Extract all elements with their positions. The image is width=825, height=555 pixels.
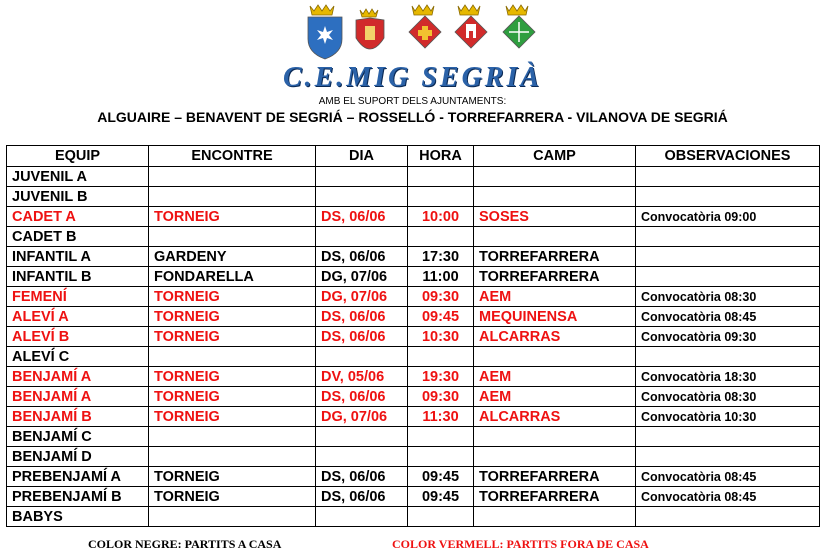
cell-dia: DG, 07/06	[316, 267, 408, 287]
table-row	[7, 307, 820, 327]
cell-hora	[408, 427, 474, 447]
table-row	[7, 327, 820, 347]
cell-dia	[316, 187, 408, 207]
cell-encontre: TORNEIG	[149, 287, 316, 307]
cell-equip: PREBENJAMÍ A	[7, 467, 149, 487]
cell-camp: AEM	[474, 287, 636, 307]
cell-obs: Convocatòria 10:30	[636, 407, 820, 427]
club-title: C.E.MIG SEGRIÀ	[282, 62, 543, 93]
cell-dia: DS, 06/06	[316, 387, 408, 407]
cell-dia	[316, 447, 408, 467]
cell-hora: 09:45	[408, 467, 474, 487]
cell-encontre: TORNEIG	[149, 487, 316, 507]
cell-camp: MEQUINENSA	[474, 307, 636, 327]
cell-hora	[408, 447, 474, 467]
cell-obs	[636, 247, 820, 267]
cell-equip: INFANTIL B	[7, 267, 149, 287]
cell-dia	[316, 227, 408, 247]
table-row	[7, 447, 820, 467]
table-row	[7, 407, 820, 427]
cell-obs: Convocatòria 08:45	[636, 487, 820, 507]
cell-camp	[474, 447, 636, 467]
cell-equip: BABYS	[7, 507, 149, 527]
cell-hora	[408, 187, 474, 207]
table-row	[7, 427, 820, 447]
column-header: DIA	[316, 146, 408, 167]
cell-hora: 10:30	[408, 327, 474, 347]
column-header: OBSERVACIONES	[636, 146, 820, 167]
cell-dia: DS, 06/06	[316, 487, 408, 507]
cell-hora: 10:00	[408, 207, 474, 227]
cell-dia: DS, 06/06	[316, 247, 408, 267]
cell-hora	[408, 347, 474, 367]
cell-encontre: TORNEIG	[149, 207, 316, 227]
cell-encontre: TORNEIG	[149, 307, 316, 327]
rossello-crest-icon	[409, 5, 441, 48]
table-row	[7, 247, 820, 267]
cell-encontre	[149, 187, 316, 207]
cell-camp: ALCARRAS	[474, 327, 636, 347]
cell-obs	[636, 507, 820, 527]
cell-hora: 09:30	[408, 387, 474, 407]
cell-encontre: TORNEIG	[149, 467, 316, 487]
legend-away: COLOR VERMELL: PARTITS FORA DE CASA	[392, 537, 649, 551]
cell-dia	[316, 347, 408, 367]
cell-camp	[474, 427, 636, 447]
cell-obs: Convocatòria 08:30	[636, 387, 820, 407]
cell-camp: ALCARRAS	[474, 407, 636, 427]
column-header: CAMP	[474, 146, 636, 167]
cell-equip: JUVENIL B	[7, 187, 149, 207]
table-row	[7, 167, 820, 187]
cell-equip: BENJAMÍ B	[7, 407, 149, 427]
cell-obs: Convocatòria 09:00	[636, 207, 820, 227]
cell-equip: JUVENIL A	[7, 167, 149, 187]
cell-camp: AEM	[474, 387, 636, 407]
cell-encontre	[149, 427, 316, 447]
cell-equip: CADET A	[7, 207, 149, 227]
cell-camp	[474, 187, 636, 207]
cell-camp: SOSES	[474, 207, 636, 227]
cell-hora: 09:45	[408, 487, 474, 507]
cell-dia	[316, 507, 408, 527]
cell-equip: BENJAMÍ A	[7, 367, 149, 387]
cell-equip: BENJAMÍ C	[7, 427, 149, 447]
cell-hora	[408, 507, 474, 527]
table-row	[7, 267, 820, 287]
cell-obs: Convocatòria 09:30	[636, 327, 820, 347]
column-header: EQUIP	[7, 146, 149, 167]
table-row	[7, 467, 820, 487]
cell-camp	[474, 227, 636, 247]
cell-obs	[636, 427, 820, 447]
table-header-row	[7, 146, 820, 167]
cell-obs	[636, 347, 820, 367]
cell-camp	[474, 507, 636, 527]
cell-equip: CADET B	[7, 227, 149, 247]
cell-equip: BENJAMÍ A	[7, 387, 149, 407]
alguaire-crest-icon	[308, 5, 342, 59]
legend-home: COLOR NEGRE: PARTITS A CASA	[88, 537, 282, 551]
torrefarrera-crest-icon	[455, 5, 487, 48]
cell-obs	[636, 167, 820, 187]
cell-obs	[636, 227, 820, 247]
cell-obs: Convocatòria 08:45	[636, 467, 820, 487]
schedule-table	[6, 145, 820, 527]
cell-equip: INFANTIL A	[7, 247, 149, 267]
table-row	[7, 207, 820, 227]
cell-camp	[474, 167, 636, 187]
cell-encontre: TORNEIG	[149, 367, 316, 387]
table-row	[7, 227, 820, 247]
table-row	[7, 507, 820, 527]
cell-equip: PREBENJAMÍ B	[7, 487, 149, 507]
cell-encontre: TORNEIG	[149, 387, 316, 407]
cell-hora	[408, 227, 474, 247]
cell-obs: Convocatòria 08:30	[636, 287, 820, 307]
cell-encontre	[149, 227, 316, 247]
table-row	[7, 347, 820, 367]
cell-equip: ALEVÍ B	[7, 327, 149, 347]
column-header: ENCONTRE	[149, 146, 316, 167]
cell-encontre: TORNEIG	[149, 327, 316, 347]
cell-equip: ALEVÍ C	[7, 347, 149, 367]
cell-hora: 11:30	[408, 407, 474, 427]
cell-encontre: FONDARELLA	[149, 267, 316, 287]
cell-encontre	[149, 507, 316, 527]
table-row	[7, 187, 820, 207]
cell-dia: DS, 06/06	[316, 467, 408, 487]
column-header: HORA	[408, 146, 474, 167]
cell-hora: 17:30	[408, 247, 474, 267]
cell-dia: DS, 06/06	[316, 307, 408, 327]
cell-dia: DG, 07/06	[316, 287, 408, 307]
cell-equip: BENJAMÍ D	[7, 447, 149, 467]
cell-encontre: GARDENY	[149, 247, 316, 267]
table-row	[7, 387, 820, 407]
cell-obs	[636, 447, 820, 467]
cell-equip: ALEVÍ A	[7, 307, 149, 327]
cell-obs: Convocatòria 18:30	[636, 367, 820, 387]
cell-camp: TORREFARRERA	[474, 267, 636, 287]
vilanova-crest-icon	[503, 5, 535, 48]
cell-camp: TORREFARRERA	[474, 247, 636, 267]
cell-dia: DV, 05/06	[316, 367, 408, 387]
cell-encontre	[149, 347, 316, 367]
cell-encontre	[149, 447, 316, 467]
table-row	[7, 287, 820, 307]
table-body	[7, 167, 820, 527]
cell-dia	[316, 427, 408, 447]
cell-camp: TORREFARRERA	[474, 487, 636, 507]
cell-obs	[636, 187, 820, 207]
cell-dia: DS, 06/06	[316, 207, 408, 227]
cell-hora: 11:00	[408, 267, 474, 287]
cell-dia: DG, 07/06	[316, 407, 408, 427]
cell-hora: 19:30	[408, 367, 474, 387]
cell-hora: 09:30	[408, 287, 474, 307]
benavent-crest-icon	[356, 9, 384, 49]
cell-encontre: TORNEIG	[149, 407, 316, 427]
support-line: AMB EL SUPORT DELS AJUNTAMENTS:	[318, 96, 507, 107]
municipal-crests	[300, 2, 550, 62]
cell-obs	[636, 267, 820, 287]
cell-hora: 09:45	[408, 307, 474, 327]
towns-line: ALGUAIRE – BENAVENT DE SEGRIÁ – ROSSELLÓ - TORREFARRERA - VILANOVA DE SEGRIÁ	[97, 109, 728, 125]
cell-hora	[408, 167, 474, 187]
table-row	[7, 487, 820, 507]
cell-encontre	[149, 167, 316, 187]
cell-camp: TORREFARRERA	[474, 467, 636, 487]
cell-equip: FEMENÍ	[7, 287, 149, 307]
cell-camp	[474, 347, 636, 367]
cell-camp: AEM	[474, 367, 636, 387]
cell-dia: DS, 06/06	[316, 327, 408, 347]
cell-obs: Convocatòria 08:45	[636, 307, 820, 327]
table-row	[7, 367, 820, 387]
cell-dia	[316, 167, 408, 187]
